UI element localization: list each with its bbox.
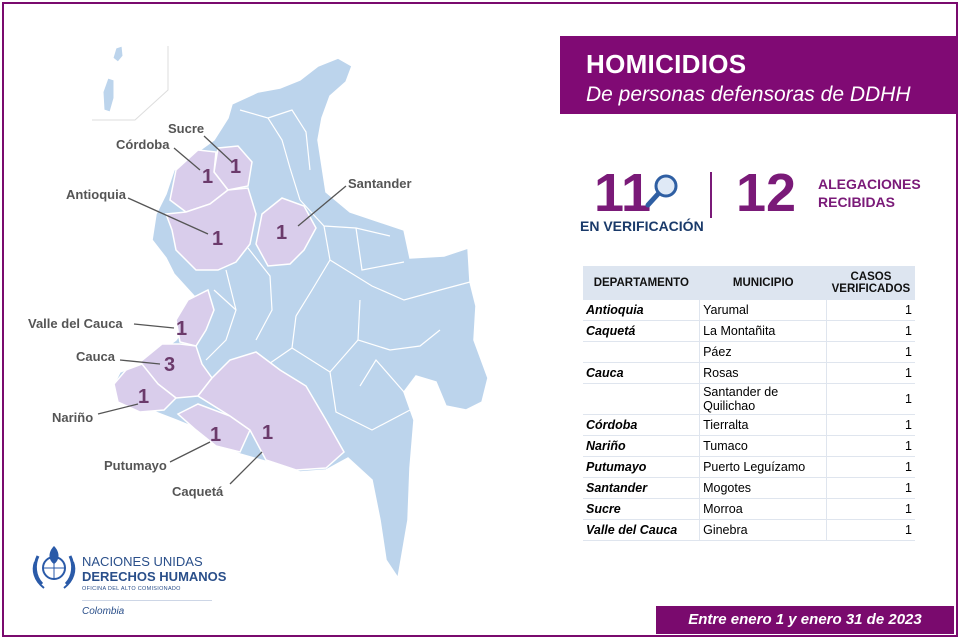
- count-valle: 1: [176, 318, 188, 340]
- cell-departamento: Caquetá: [583, 321, 700, 342]
- island-providencia: [103, 78, 114, 112]
- logo-line-3: OFICINA DEL ALTO COMISIONADO: [82, 586, 181, 592]
- cell-departamento: Sucre: [583, 499, 700, 520]
- table-row: [583, 415, 915, 436]
- cell-departamento: Nariño: [583, 436, 700, 457]
- cell-municipio: Tumaco: [700, 436, 827, 457]
- cell-casos: 1: [827, 436, 915, 457]
- cell-municipio: Mogotes: [700, 478, 827, 499]
- label-cordoba: Córdoba: [116, 137, 170, 152]
- header-casos: CASOS VERIFICADOS: [827, 266, 915, 300]
- un-emblem-icon: [30, 544, 78, 596]
- table-header-row: [583, 266, 915, 300]
- label-sucre: Sucre: [168, 121, 205, 136]
- label-valle: Valle del Cauca: [28, 316, 123, 331]
- cell-casos: 1: [827, 415, 915, 436]
- cell-municipio: Santander de Quilichao: [700, 384, 827, 415]
- cell-casos: 1: [827, 520, 915, 541]
- cell-municipio: Morroa: [700, 499, 827, 520]
- cell-municipio: Yarumal: [700, 300, 827, 321]
- cell-municipio: La Montañita: [700, 321, 827, 342]
- verification-label: EN VERIFICACIÓN: [580, 218, 704, 234]
- cell-departamento: [583, 342, 700, 363]
- logo-line-4: Colombia: [82, 606, 125, 617]
- island-san-andres: [113, 46, 123, 62]
- cell-departamento: Valle del Cauca: [583, 520, 700, 541]
- cell-casos: 1: [827, 499, 915, 520]
- header-municipio: MUNICIPIO: [700, 266, 827, 300]
- cell-casos: 1: [827, 478, 915, 499]
- count-sucre: 1: [230, 156, 242, 178]
- verification-count: 11: [594, 163, 652, 223]
- label-cauca: Cauca: [76, 349, 116, 364]
- table-row: [583, 363, 915, 384]
- allegations-count: 12: [736, 163, 797, 223]
- label-putumayo: Putumayo: [104, 458, 167, 473]
- count-santander: 1: [276, 222, 288, 244]
- cell-municipio: Puerto Leguízamo: [700, 457, 827, 478]
- cell-casos: 1: [827, 384, 915, 415]
- header-departamento: DEPARTAMENTO: [583, 266, 700, 300]
- cases-table: [583, 266, 915, 541]
- magnifier-icon: [644, 172, 682, 210]
- cell-municipio: Tierralta: [700, 415, 827, 436]
- cell-departamento: Santander: [583, 478, 700, 499]
- count-caqueta: 1: [262, 422, 274, 444]
- table-row: [583, 520, 915, 541]
- title-banner: [560, 36, 958, 114]
- cell-departamento: Córdoba: [583, 415, 700, 436]
- page-subtitle: De personas defensoras de DDHH: [586, 83, 911, 106]
- logo-line-1: NACIONES UNIDAS: [82, 554, 203, 569]
- count-cordoba: 1: [202, 166, 214, 188]
- table-row: [583, 499, 915, 520]
- table-row: [583, 478, 915, 499]
- island-inset-line: [92, 46, 168, 120]
- cell-departamento: Antioquia: [583, 300, 700, 321]
- cell-municipio: Ginebra: [700, 520, 827, 541]
- table-row: [583, 457, 915, 478]
- period-footer: Entre enero 1 y enero 31 de 2023: [656, 606, 954, 634]
- cell-departamento: [583, 384, 700, 415]
- cell-casos: 1: [827, 363, 915, 384]
- cell-casos: 1: [827, 342, 915, 363]
- count-narino: 1: [138, 386, 150, 408]
- count-antioquia: 1: [212, 228, 224, 250]
- page-title: HOMICIDIOS: [586, 49, 747, 79]
- table-row: [583, 342, 915, 363]
- country-base: [114, 58, 488, 578]
- table-row: [583, 436, 915, 457]
- cell-municipio: Páez: [700, 342, 827, 363]
- table-row: [583, 321, 915, 342]
- allegations-label-line2: RECIBIDAS: [818, 194, 896, 210]
- count-putumayo: 1: [210, 424, 222, 446]
- table-row: [583, 384, 915, 415]
- cell-departamento: Putumayo: [583, 457, 700, 478]
- stats-divider: [710, 172, 712, 218]
- label-narino: Nariño: [52, 410, 94, 425]
- label-santander: Santander: [348, 176, 412, 191]
- label-antioquia: Antioquia: [66, 187, 126, 202]
- cell-casos: 1: [827, 457, 915, 478]
- cell-municipio: Rosas: [700, 363, 827, 384]
- logo-line-2: DERECHOS HUMANOS: [82, 569, 227, 584]
- cell-casos: 1: [827, 300, 915, 321]
- logo-divider: [82, 600, 212, 601]
- table-row: [583, 300, 915, 321]
- cell-departamento: Cauca: [583, 363, 700, 384]
- allegations-label-line1: ALEGACIONES: [818, 176, 921, 192]
- count-cauca: 3: [164, 354, 176, 376]
- cell-casos: 1: [827, 321, 915, 342]
- label-caqueta: Caquetá: [172, 484, 224, 499]
